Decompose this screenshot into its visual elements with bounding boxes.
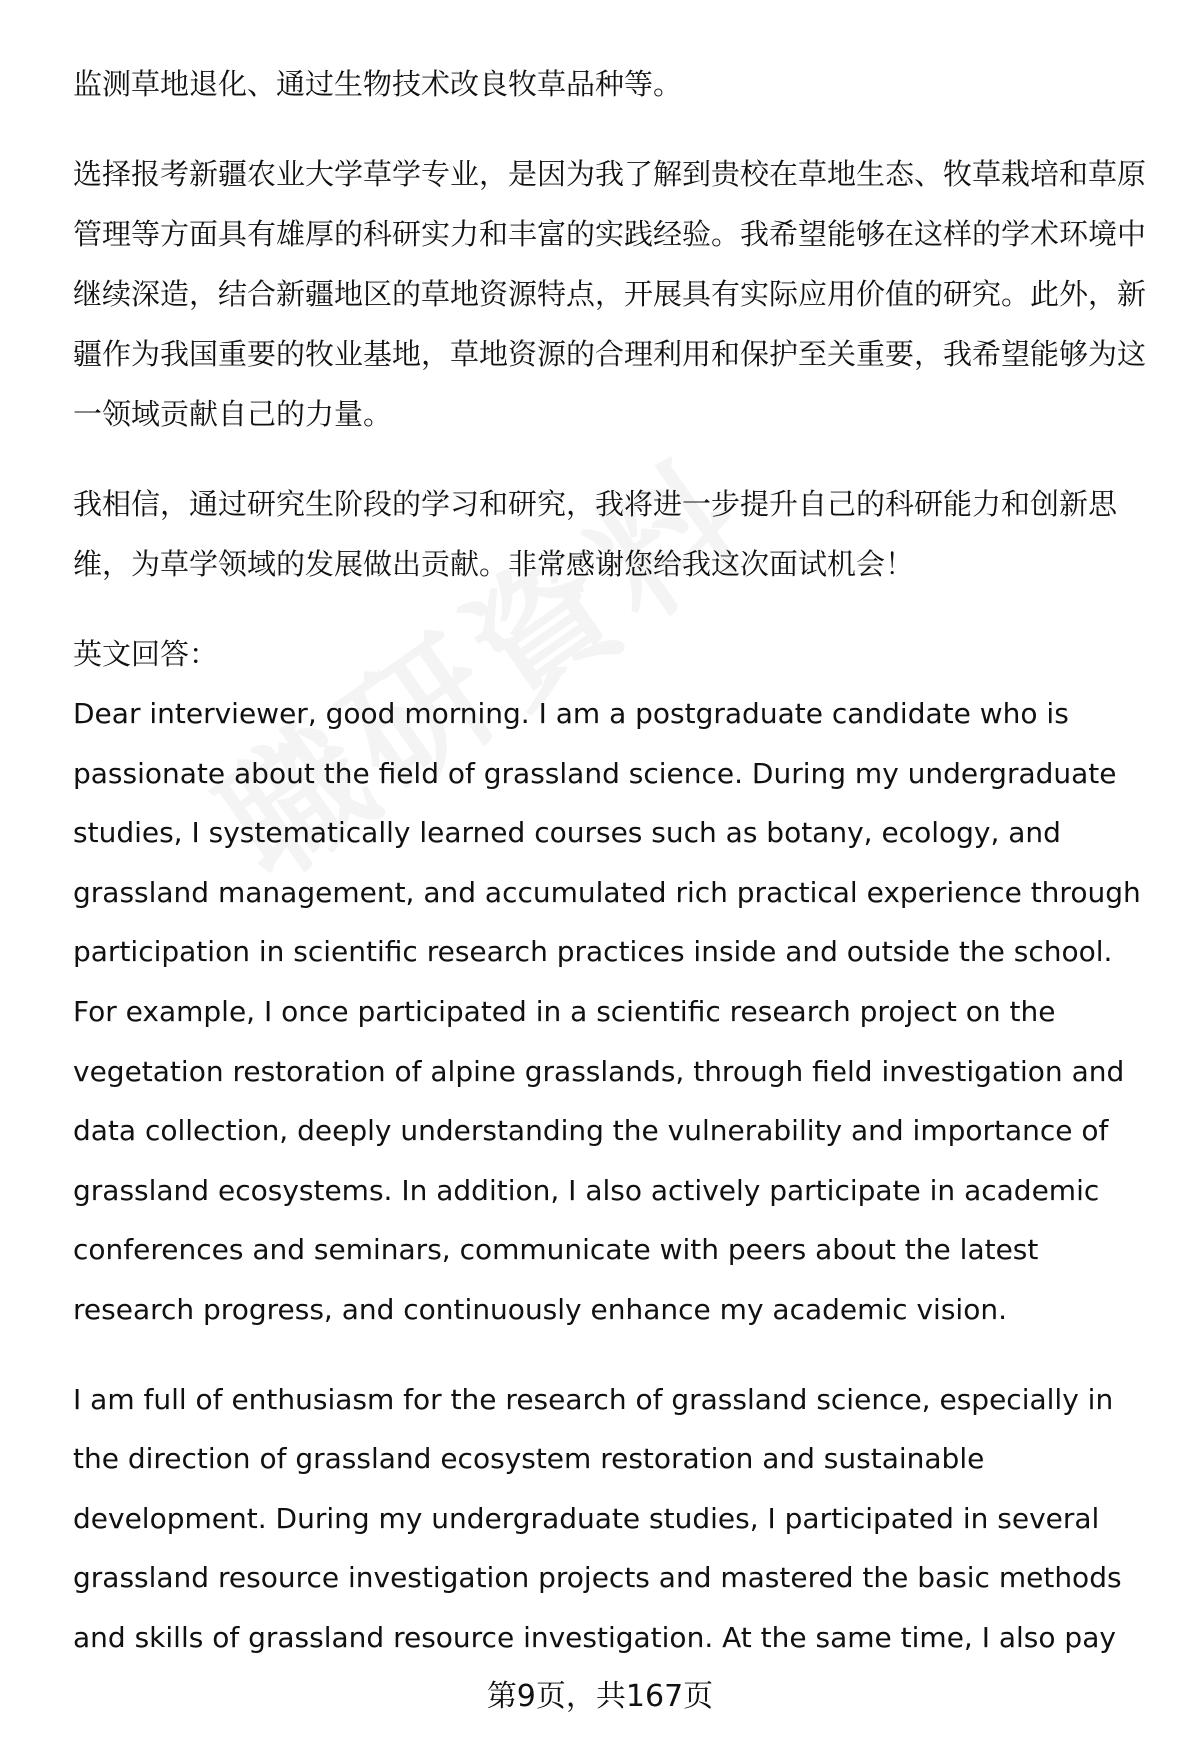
english-paragraph-1: Dear interviewer, good morning. I am a postgraduate candidate who is passionate about the field of grassland science. During my undergraduate studies, I systematically learned courses such as botany, ecology, and grassland management, and accumulated rich practical experience through participation in scientific research practices inside and outside the school. For example, I once participated in a scientific research project on the vegetation restoration of alpine grasslands, through field investigation and data collection, deeply understanding the vulnerability and importance of grassland ecosystems. In addition, I also actively participate in academic conferences and seminars, communicate with peers about the latest research progress, and continuously enhance my academic vision. [73,697,1141,1326]
chinese-paragraph-2: 选择报考新疆农业大学草学专业，是因为我了解到贵校在草地生态、牧草栽培和草原管理等方面具有雄厚的科研实力和丰富的实践经验。我希望能够在这样的学术环境中继续深造，结合新疆地区的草地资源特点，开展具有实际应用价值的研究。此外，新疆作为我国重要的牧业基地，草地资源的合理利用和保护至关重要，我希望能够为这一领域贡献自己的力量。 [73,157,1147,431]
page-content [73,54,1153,1668]
page-number-footer: 第9页，共167页 [486,1679,714,1714]
english-answer-heading: 英文回答： [73,637,219,671]
chinese-paragraph-3: 我相信，通过研究生阶段的学习和研究，我将进一步提升自己的科研能力和创新思维，为草学领域的发展做出贡献。非常感谢您给我这次面试机会！ [73,487,1118,581]
english-paragraph-2: I am full of enthusiasm for the research of grassland science, especially in the direction of grassland ecosystem restoration and sustainable development. During my undergraduate studies, I participated in several grassland resource investigation projects and mastered the basic methods and skills of grassland resource investigation. At the same time, I also pay [73,1382,1122,1654]
chinese-paragraph-1: 监测草地退化、通过生物技术改良牧草品种等。 [73,67,683,101]
